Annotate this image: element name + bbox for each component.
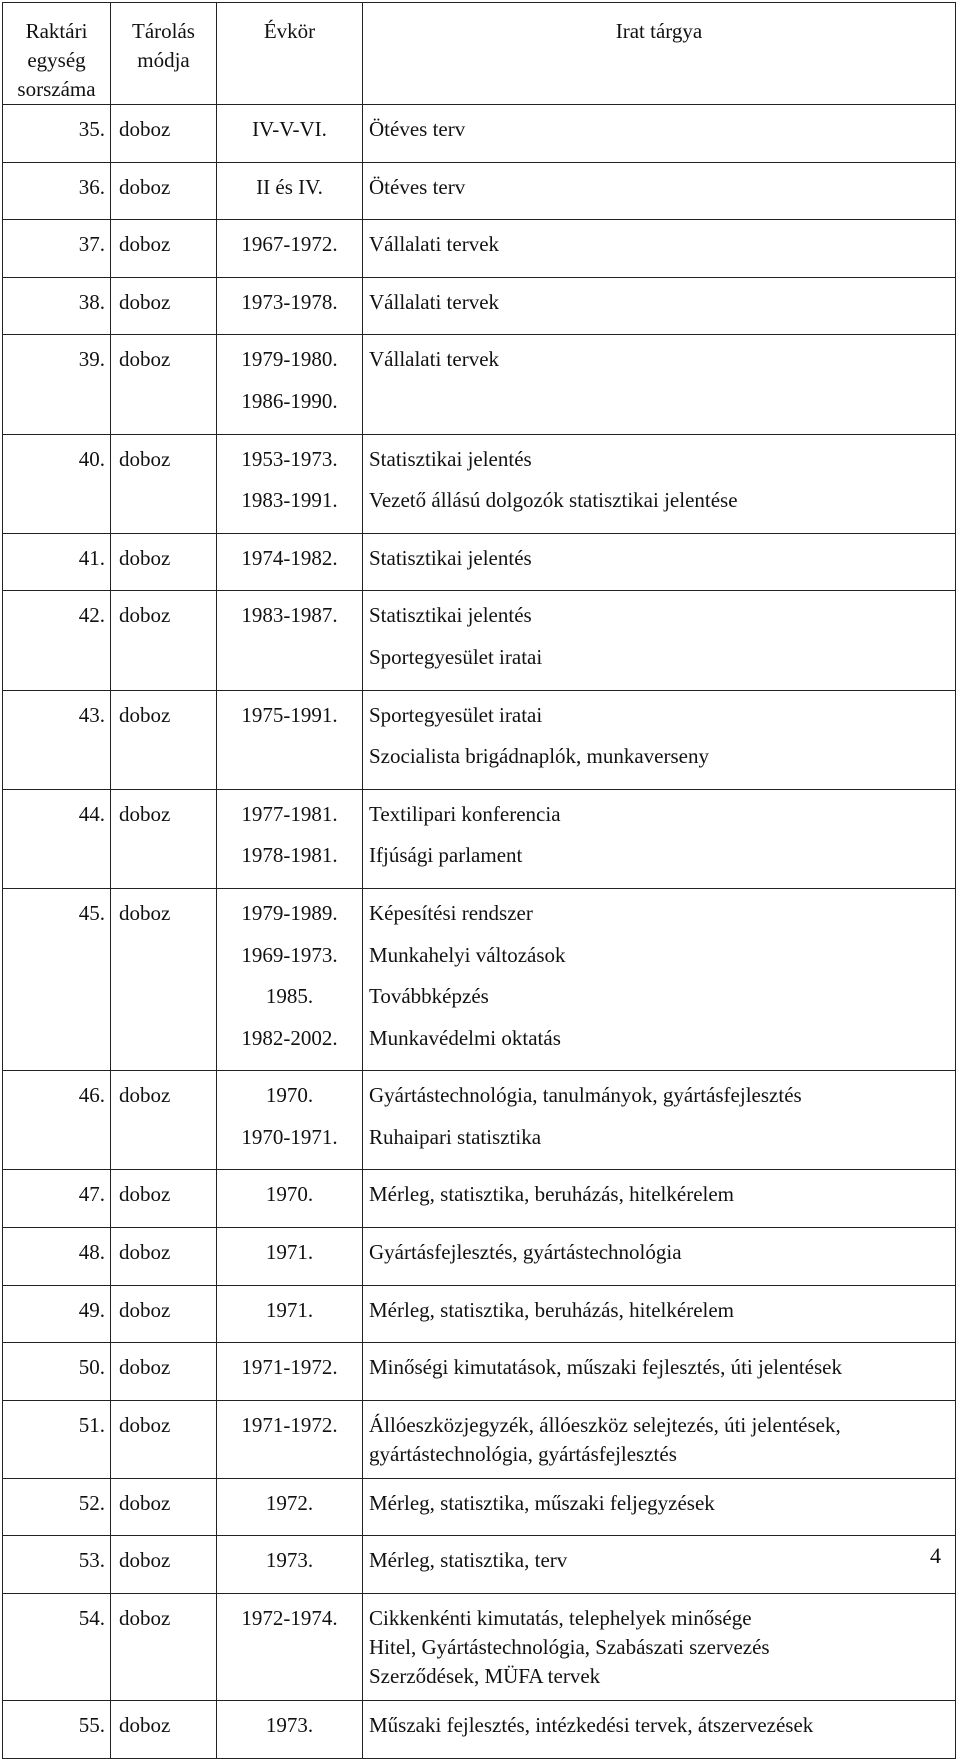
- storage-mode: doboz: [119, 1182, 171, 1207]
- unit-number: 55.: [78, 1713, 105, 1738]
- storage-mode: doboz: [119, 702, 171, 727]
- storage-mode-cell: [111, 1536, 217, 1594]
- unit-number: 48.: [78, 1240, 105, 1265]
- subject-line: Vezető állású dolgozók statisztikai jelentése: [369, 488, 738, 513]
- years-cell: [217, 220, 363, 278]
- years-cell: [217, 277, 363, 335]
- year-range: 1971-1972.: [241, 1355, 338, 1380]
- year-range: [217, 742, 362, 784]
- subject-cell: [363, 888, 956, 1070]
- table-row: [3, 105, 956, 163]
- year-range: II és IV.: [256, 174, 323, 199]
- storage-mode-cell: [111, 1285, 217, 1343]
- subject-line: Műszaki fejlesztés, intézkedési tervek, átszervezések: [369, 1713, 814, 1738]
- subject-cell: [363, 434, 956, 533]
- storage-mode: doboz: [119, 900, 171, 925]
- header-storage-mode: Tárolás módja: [111, 3, 217, 105]
- subject-cell: [363, 533, 956, 591]
- unit-number-cell: [3, 1343, 111, 1401]
- subject-cell: [363, 591, 956, 690]
- unit-number: 41.: [78, 545, 105, 570]
- unit-number: 49.: [78, 1297, 105, 1322]
- table-row: [3, 690, 956, 789]
- unit-number: 38.: [78, 289, 105, 314]
- years-cell: [217, 1594, 363, 1701]
- subject-line: Ifjúsági parlament: [369, 843, 523, 868]
- unit-number: 46.: [78, 1083, 105, 1108]
- unit-number-cell: [3, 1228, 111, 1286]
- unit-number: 51.: [78, 1412, 105, 1437]
- year-range: 1979-1989.: [241, 900, 338, 925]
- storage-mode: doboz: [119, 1297, 171, 1322]
- unit-number: 45.: [78, 900, 105, 925]
- storage-mode-cell: [111, 789, 217, 888]
- subject-line: Vállalati tervek: [369, 289, 500, 314]
- unit-number: 52.: [78, 1490, 105, 1515]
- unit-number-cell: [3, 1701, 111, 1759]
- year-range: 1971-1972.: [241, 1412, 338, 1437]
- table-row: [3, 335, 956, 434]
- years-cell: [217, 690, 363, 789]
- unit-number-cell: [3, 690, 111, 789]
- year-range: [217, 643, 362, 685]
- storage-mode-cell: [111, 690, 217, 789]
- year-range: 1982-2002.: [241, 1025, 338, 1050]
- years-cell: [217, 105, 363, 163]
- storage-mode: doboz: [119, 1240, 171, 1265]
- unit-number-cell: [3, 1478, 111, 1536]
- year-range: 1973-1978.: [241, 289, 338, 314]
- subject-line: Vállalati tervek: [369, 347, 500, 372]
- unit-number-cell: [3, 1594, 111, 1701]
- unit-number: 50.: [78, 1355, 105, 1380]
- subject-line: Hitel, Gyártástechnológia, Szabászati szervezés: [369, 1635, 770, 1660]
- unit-number: 54.: [78, 1606, 105, 1631]
- year-range: 1975-1991.: [241, 702, 338, 727]
- table-row: [3, 1536, 956, 1594]
- storage-mode-cell: [111, 1071, 217, 1170]
- subject-cell: [363, 1594, 956, 1701]
- storage-mode: doboz: [119, 232, 171, 257]
- unit-number-cell: [3, 220, 111, 278]
- subject-line: Sportegyesület iratai: [369, 644, 543, 669]
- table-header-row: [3, 3, 956, 105]
- unit-number: 39.: [78, 347, 105, 372]
- unit-number-cell: [3, 162, 111, 220]
- storage-mode: doboz: [119, 446, 171, 471]
- unit-number-cell: [3, 789, 111, 888]
- table-row: [3, 277, 956, 335]
- years-cell: [217, 888, 363, 1070]
- subject-cell: [363, 1478, 956, 1536]
- unit-number-cell: [3, 1285, 111, 1343]
- year-range: 1972.: [265, 1490, 314, 1515]
- table-row: [3, 1228, 956, 1286]
- table-row: [3, 1285, 956, 1343]
- storage-mode-cell: [111, 1170, 217, 1228]
- year-range: 1977-1981.: [241, 801, 338, 826]
- subject-cell: [363, 1170, 956, 1228]
- storage-mode-cell: [111, 162, 217, 220]
- years-cell: [217, 1170, 363, 1228]
- years-cell: [217, 335, 363, 434]
- subject-line: Mérleg, statisztika, beruházás, hitelkérelem: [369, 1297, 735, 1322]
- year-range: 1970.: [265, 1182, 314, 1207]
- subject-line: Minőségi kimutatások, műszaki fejlesztés, úti jelentések: [369, 1355, 842, 1380]
- table-row: [3, 434, 956, 533]
- table-row: [3, 1170, 956, 1228]
- storage-mode-cell: [111, 591, 217, 690]
- storage-mode-cell: [111, 277, 217, 335]
- year-range: 1969-1973.: [241, 942, 338, 967]
- subject-cell: [363, 335, 956, 434]
- subject-line: Ruhaipari statisztika: [369, 1124, 542, 1149]
- storage-mode-cell: [111, 1400, 217, 1478]
- storage-mode: doboz: [119, 347, 171, 372]
- subject-line: Munkavédelmi oktatás: [369, 1025, 561, 1050]
- storage-mode: doboz: [119, 1606, 171, 1631]
- subject-line: Szocialista brigádnaplók, munkaverseny: [369, 744, 709, 769]
- storage-mode-cell: [111, 1701, 217, 1759]
- year-range: 1979-1980.: [241, 347, 338, 372]
- storage-mode: doboz: [119, 1548, 171, 1573]
- storage-mode: doboz: [119, 1713, 171, 1738]
- subject-cell: [363, 105, 956, 163]
- subject-line: Gyártástechnológia, tanulmányok, gyártásfejlesztés: [369, 1083, 802, 1108]
- storage-mode-cell: [111, 434, 217, 533]
- table-row: [3, 1701, 956, 1759]
- storage-mode-cell: [111, 1478, 217, 1536]
- unit-number: 42.: [78, 603, 105, 628]
- subject-cell: [363, 690, 956, 789]
- storage-mode: doboz: [119, 545, 171, 570]
- subject-line: Képesítési rendszer: [369, 900, 533, 925]
- year-range: 1967-1972.: [241, 232, 338, 257]
- table-row: [3, 533, 956, 591]
- storage-mode: doboz: [119, 117, 171, 141]
- years-cell: [217, 1701, 363, 1759]
- storage-mode: doboz: [119, 1083, 171, 1108]
- subject-line: Ötéves terv: [369, 117, 466, 141]
- years-cell: [217, 1228, 363, 1286]
- years-cell: [217, 789, 363, 888]
- unit-number: 43.: [78, 702, 105, 727]
- table-row: [3, 789, 956, 888]
- unit-number: 53.: [78, 1548, 105, 1573]
- storage-mode-cell: [111, 105, 217, 163]
- years-cell: [217, 1536, 363, 1594]
- unit-number: 36.: [78, 174, 105, 199]
- unit-number-cell: [3, 1170, 111, 1228]
- subject-line: Statisztikai jelentés: [369, 603, 532, 628]
- years-cell: [217, 434, 363, 533]
- unit-number-cell: [3, 1071, 111, 1170]
- table-row: [3, 1594, 956, 1701]
- subject-cell: [363, 1071, 956, 1170]
- unit-number-cell: [3, 533, 111, 591]
- year-range: 1985.: [265, 984, 314, 1009]
- header-years: Évkör: [217, 3, 363, 105]
- years-cell: [217, 533, 363, 591]
- unit-number-cell: [3, 1536, 111, 1594]
- subject-cell: [363, 277, 956, 335]
- year-range: 1978-1981.: [241, 843, 338, 868]
- year-range: 1973.: [265, 1548, 314, 1573]
- unit-number: 47.: [78, 1182, 105, 1207]
- subject-line: Cikkenkénti kimutatás, telephelyek minősége: [369, 1606, 752, 1631]
- years-cell: [217, 1343, 363, 1401]
- years-cell: [217, 162, 363, 220]
- archive-inventory-table: [2, 2, 956, 1759]
- table-row: [3, 1400, 956, 1478]
- table-body: [3, 105, 956, 1759]
- year-range: IV-V-VI.: [252, 117, 327, 141]
- subject-line: Ötéves terv: [369, 174, 466, 199]
- year-range: 1986-1990.: [241, 388, 338, 413]
- year-range: 1971.: [265, 1297, 314, 1322]
- subject-line: Szerződések, MÜFA tervek: [369, 1664, 601, 1689]
- unit-number: 40.: [78, 446, 105, 471]
- subject-cell: [363, 162, 956, 220]
- storage-mode: doboz: [119, 603, 171, 628]
- unit-number-cell: [3, 434, 111, 533]
- unit-number: 35.: [78, 117, 105, 141]
- subject-line: Munkahelyi változások: [369, 942, 566, 967]
- subject-line: Statisztikai jelentés: [369, 446, 532, 471]
- subject-line: gyártástechnológia, gyártásfejlesztés: [369, 1441, 677, 1466]
- years-cell: [217, 1285, 363, 1343]
- subject-cell: [363, 789, 956, 888]
- unit-number-cell: [3, 277, 111, 335]
- subject-cell: [363, 1228, 956, 1286]
- storage-mode-cell: [111, 888, 217, 1070]
- storage-mode: doboz: [119, 1412, 171, 1437]
- storage-mode-cell: [111, 1594, 217, 1701]
- table-row: [3, 1478, 956, 1536]
- unit-number: 44.: [78, 801, 105, 826]
- years-cell: [217, 1478, 363, 1536]
- subject-line: Állóeszközjegyzék, állóeszköz selejtezés, úti jelentések,: [369, 1412, 841, 1437]
- subject-cell: [363, 1400, 956, 1478]
- table-row: [3, 591, 956, 690]
- year-range: 1970-1971.: [241, 1124, 338, 1149]
- years-cell: [217, 591, 363, 690]
- subject-line: Statisztikai jelentés: [369, 545, 532, 570]
- year-range: 1983-1987.: [241, 603, 338, 628]
- subject-cell: [363, 1285, 956, 1343]
- year-range: 1971.: [265, 1240, 314, 1265]
- storage-mode: doboz: [119, 1355, 171, 1380]
- years-cell: [217, 1071, 363, 1170]
- header-unit-number: Raktári egység sorszáma: [3, 3, 111, 105]
- storage-mode-cell: [111, 1228, 217, 1286]
- subject-line: Sportegyesület iratai: [369, 702, 543, 727]
- unit-number-cell: [3, 888, 111, 1070]
- subject-line: [369, 387, 955, 429]
- subject-cell: [363, 220, 956, 278]
- year-range: 1953-1973.: [241, 446, 338, 471]
- year-range: 1973.: [265, 1713, 314, 1738]
- storage-mode: doboz: [119, 174, 171, 199]
- subject-line: Mérleg, statisztika, terv: [369, 1548, 568, 1573]
- subject-line: Gyártásfejlesztés, gyártástechnológia: [369, 1240, 682, 1265]
- year-range: 1970.: [265, 1083, 314, 1108]
- unit-number-cell: [3, 591, 111, 690]
- storage-mode-cell: [111, 335, 217, 434]
- table-row: [3, 888, 956, 1070]
- header-subject: Irat tárgya: [363, 3, 956, 105]
- subject-line: Mérleg, statisztika, műszaki feljegyzések: [369, 1490, 715, 1515]
- year-range: 1983-1991.: [241, 488, 338, 513]
- year-range: 1974-1982.: [241, 545, 338, 570]
- storage-mode-cell: [111, 1343, 217, 1401]
- subject-line: Továbbképzés: [369, 984, 489, 1009]
- storage-mode: doboz: [119, 289, 171, 314]
- storage-mode-cell: [111, 533, 217, 591]
- table-row: [3, 162, 956, 220]
- storage-mode: doboz: [119, 801, 171, 826]
- unit-number: 37.: [78, 232, 105, 257]
- table-row: [3, 1071, 956, 1170]
- unit-number-cell: [3, 105, 111, 163]
- unit-number-cell: [3, 1400, 111, 1478]
- subject-line: Textilipari konferencia: [369, 801, 561, 826]
- storage-mode-cell: [111, 220, 217, 278]
- subject-line: Mérleg, statisztika, beruházás, hitelkérelem: [369, 1182, 735, 1207]
- year-range: 1972-1974.: [241, 1606, 338, 1631]
- years-cell: [217, 1400, 363, 1478]
- table-row: [3, 220, 956, 278]
- unit-number-cell: [3, 335, 111, 434]
- subject-cell: [363, 1343, 956, 1401]
- subject-line: Vállalati tervek: [369, 232, 500, 257]
- subject-cell: [363, 1701, 956, 1759]
- page-number: 4: [930, 1543, 941, 1568]
- storage-mode: doboz: [119, 1490, 171, 1515]
- subject-cell: [363, 1536, 956, 1594]
- table-row: [3, 1343, 956, 1401]
